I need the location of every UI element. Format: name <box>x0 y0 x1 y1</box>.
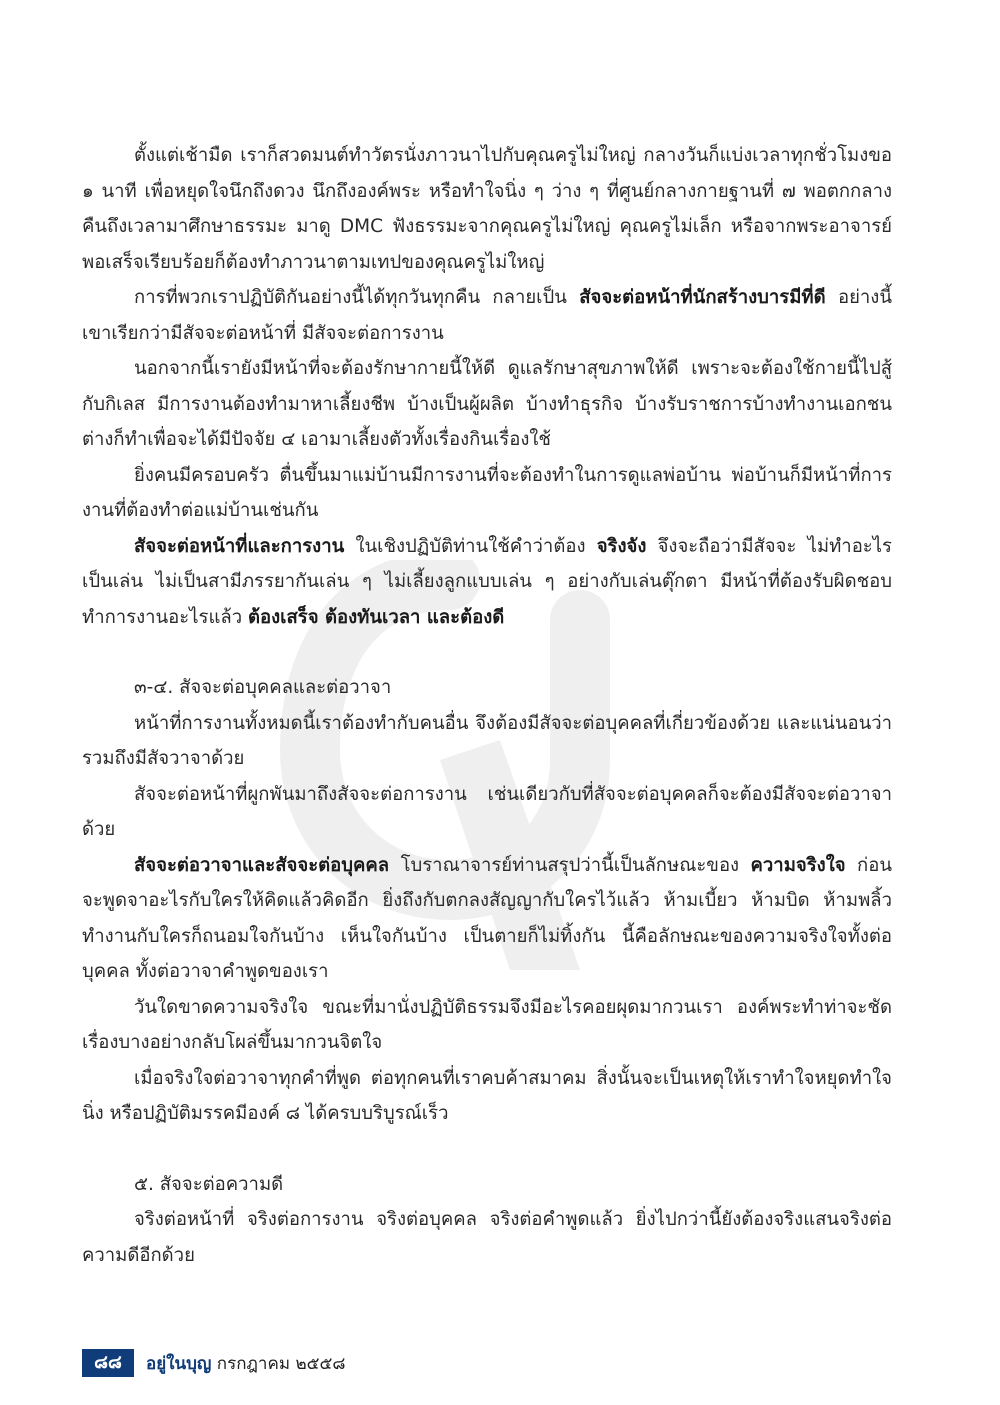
body-paragraph <box>82 706 892 777</box>
text-run: หน้าที่การงานทั้งหมดนี้เราต้องทำกับคนอื่น จึงต้องมีสัจจะต่อบุคคลที่เกี่ยวข้องด้วย และแน่นอนว่ารวมถึงมีสัจวาจาด้วย <box>82 712 892 769</box>
text-run: ๓-๔. สัจจะต่อบุคคลและต่อวาจา <box>134 677 392 698</box>
text-run: ๕. สัจจะต่อความดี <box>134 1173 284 1195</box>
text-run: ยิ่งคนมีครอบครัว ตื่นขึ้นมาแม่บ้านมีการงานที่จะต้องทำในการดูแลพ่อบ้าน พ่อบ้านก็มีหน้าที่การงานที่ต้องทำต่อแม่บ้านเช่นกัน <box>82 464 892 521</box>
text-run: เมื่อจริงใจต่อวาจาทุกคำที่พูด ต่อทุกคนที่เราคบค้าสมาคม สิ่งนั้นจะเป็นเหตุให้เราทำใจหยุดทำใจนิ่ง หรือปฏิบัติมรรคมีองค์ ๘ ได้ครบบริบูรณ์เร็ว <box>82 1067 892 1124</box>
magazine-title: อยู่ในบุญ <box>146 1353 212 1374</box>
body-paragraph <box>82 990 892 1061</box>
bold-phrase: จริงจัง <box>596 535 647 557</box>
body-paragraph <box>82 777 892 848</box>
body-paragraph <box>82 529 892 636</box>
text-run: การที่พวกเราปฏิบัติกันอย่างนี้ได้ทุกวันทุกคืน กลายเป็น <box>134 287 580 308</box>
text-run: จริงต่อหน้าที่ จริงต่อการงาน จริงต่อบุคคล จริงต่อคำพูดแล้ว ยิ่งไปกว่านี้ยังต้องจริงแสนจริงต่อความดีอีกด้วย <box>82 1209 892 1266</box>
body-paragraph <box>82 351 892 458</box>
text-run: นอกจากนี้เรายังมีหน้าที่จะต้องรักษากายนี้ให้ดี ดูแลรักษาสุขภาพให้ดี เพราะจะต้องใช้กายนี้ไปสู้กับกิเลส มีการงานต้องทำมาหาเลี้ยงชีพ บ้างเป็นผู้ผลิต บ้างทำธุรกิจ บ้างรับราชการบ้างทำงานเอกชน ต่างก็ทำเพื่อจะได้มีปัจจัย ๔ เอามาเลี้ยงตัวทั้งเรื่องกินเรื่องใช้ <box>82 358 892 450</box>
bold-phrase: สัจจะต่อวาจาและสัจจะต่อบุคคล <box>134 854 390 876</box>
section-heading <box>82 1167 892 1203</box>
section-gap <box>82 635 892 670</box>
page-footer <box>82 1348 346 1378</box>
section-heading <box>82 670 892 706</box>
article-body <box>82 138 892 1273</box>
bold-phrase: ต้องเสร็จ ต้องทันเวลา และต้องดี <box>248 606 505 628</box>
text-run: ในเชิงปฏิบัติท่านใช้คำว่าต้อง <box>344 535 597 557</box>
text-run: โบราณาจารย์ท่านสรุปว่านี้เป็นลักษณะของ <box>389 854 751 876</box>
body-paragraph <box>82 1061 892 1132</box>
issue-date: กรกฎาคม ๒๕๕๘ <box>216 1353 346 1374</box>
text-run: จึงจะถือว่ามีสัจจะ ไม่ทำอะไรเป็นเล่น ไม่เป็นสามีภรรยากันเล่น ๆ ไม่เลี้ยงลูกแบบเล่น ๆ อย่างกับเล่นตุ๊กตา มีหน้าที่ต้องรับผิดชอบ ทำการงานอะไรแล้ว <box>82 535 892 628</box>
body-paragraph <box>82 138 892 280</box>
section-gap <box>82 1132 892 1167</box>
text-run: สัจจะต่อหน้าที่ผูกพันมาถึงสัจจะต่อการงาน เช่นเดียวกับที่สัจจะต่อบุคคลก็จะต้องมีสัจจะต่อวาจาด้วย <box>82 783 892 840</box>
text-run: ตั้งแต่เช้ามืด เราก็สวดมนต์ทำวัตรนั่งภาวนาไปกับคุณครูไม่ใหญ่ กลางวันก็แบ่งเวลาทุกชั่วโมงขอ ๑ นาที เพื่อหยุดใจนึกถึงดวง นึกถึงองค์พระ หรือทำใจนิ่ง ๆ ว่าง ๆ ที่ศูนย์กลางกายฐานที่ ๗ พอตกกลางคืนถึงเวลามาศึกษาธรรมะ มาดู DMC ฟังธรรมะจากคุณครูไม่ใหญ่ คุณครูไม่เล็ก หรือจากพระอาจารย์ พอเสร็จเรียบร้อยก็ต้องทำภาวนาตามเทปของคุณครูไม่ใหญ่ <box>82 145 892 273</box>
text-run: อย่างนี้เขาเรียกว่ามีสัจจะต่อหน้าที่ มีสัจจะต่อการงาน <box>82 287 892 344</box>
text-run: วันใดขาดความจริงใจ ขณะที่มานั่งปฏิบัติธรรมจึงมีอะไรคอยผุดมากวนเรา องค์พระทำท่าจะชัด เรื่องบางอย่างกลับโผล่ขึ้นมากวนจิตใจ <box>82 996 892 1053</box>
bold-phrase: สัจจะต่อหน้าที่และการงาน <box>134 535 345 557</box>
text-run: ก่อนจะพูดจาอะไรกับใครให้คิดแล้วคิดอีก ยิ่งถึงกับตกลงสัญญากับใครไว้แล้ว ห้ามเบี้ยว ห้ามบิด ห้ามพลิ้ว ทำงานกับใครก็ถนอมใจกันบ้าง เห็นใจกันบ้าง เป็นตายก็ไม่ทิ้งกัน นี้คือลักษณะของความจริงใจทั้งต่อบุคคล ทั้งต่อวาจาคำพูดของเรา <box>82 854 892 982</box>
body-paragraph <box>82 280 892 351</box>
body-paragraph <box>82 848 892 990</box>
body-paragraph <box>82 458 892 529</box>
bold-phrase: สัจจะต่อหน้าที่นักสร้างบารมีที่ดี <box>579 287 826 308</box>
body-paragraph <box>82 1202 892 1273</box>
page-number: ๘๘ <box>82 1349 134 1377</box>
bold-phrase: ความจริงใจ <box>750 854 846 876</box>
magazine-info <box>146 1350 346 1377</box>
